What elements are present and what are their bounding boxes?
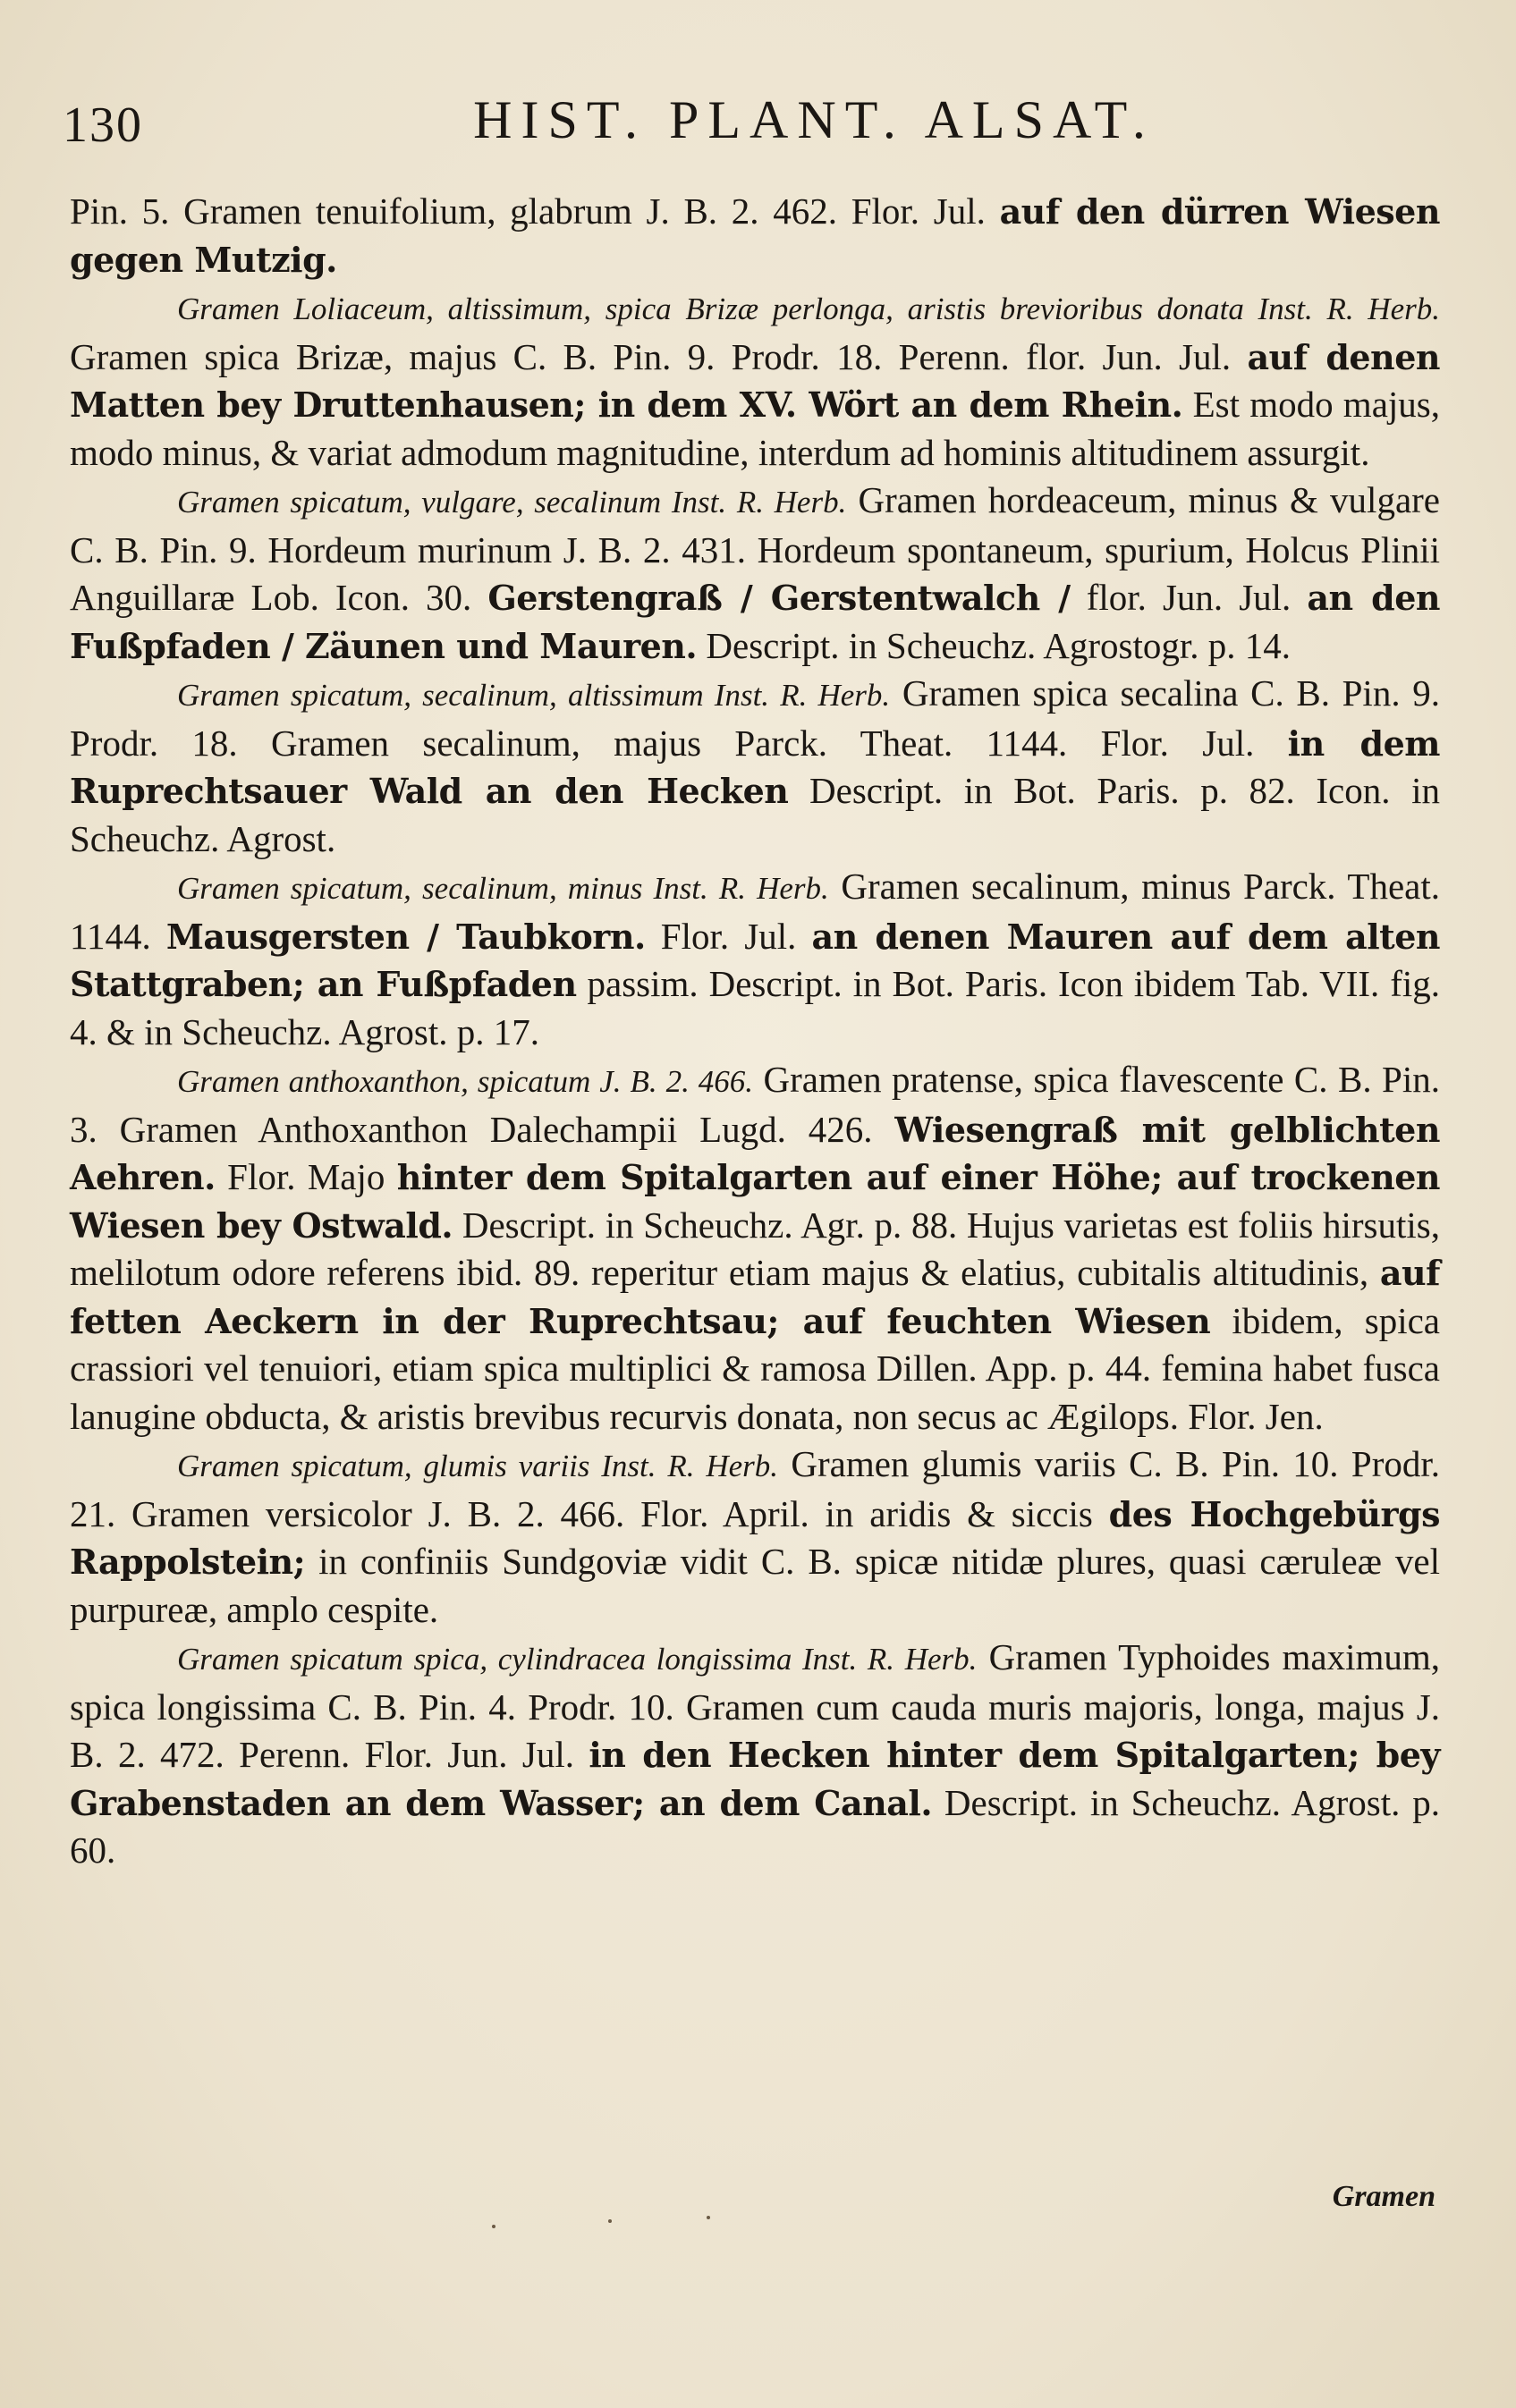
entry-5	[70, 1056, 1440, 1441]
entry-0	[70, 188, 1440, 283]
paper-specks	[483, 2207, 751, 2260]
latin-text: Est modo majus, modo minus, & variat admodum magnitudine, interdum ad hominis altitudinem assurgit.	[70, 384, 1440, 473]
entry-heading: Gramen spicatum, secalinum, minus Inst. R. Herb.	[177, 871, 829, 906]
latin-text: Gramen Typhoides maximum, spica longissima C. B. Pin. 4. Prodr. 10. Gramen cum cauda muris majoris, longa, majus J. B. 2. 472. Perenn. Flor. Jun. Jul.	[70, 1636, 1440, 1775]
german-locality-text: in dem Ruprechtsauer Wald an den Hecken	[70, 722, 1440, 811]
speck	[492, 2225, 495, 2228]
latin-text: passim. Descript. in Bot. Paris. Icon ibidem Tab. VII. fig. 4. & in Scheuchz. Agrost. p. 17.	[70, 963, 1440, 1052]
entry-6	[70, 1441, 1440, 1634]
german-locality-text: Wiesengraß mit gelblichten Aehren.	[70, 1109, 1440, 1197]
german-locality-text: Mausgersten / Taubkorn.	[165, 916, 646, 957]
entry-heading: Gramen spicatum spica, cylindracea longissima Inst. R. Herb.	[177, 1642, 978, 1677]
latin-text: Gramen spica Brizæ, majus C. B. Pin. 9. Prodr. 18. Perenn. flor. Jun. Jul.	[70, 335, 1248, 377]
entry-4	[70, 863, 1440, 1056]
page-header	[63, 89, 1458, 170]
german-locality-text: auf fetten Aeckern in der Ruprechtsau; auf feuchten Wiesen	[70, 1253, 1440, 1341]
latin-text: Pin. 5. Gramen tenuifolium, glabrum J. B. 2. 462. Flor. Jul.	[70, 190, 1000, 232]
latin-text: Descript. in Bot. Paris. p. 82. Icon. in Scheuchz. Agrost.	[70, 770, 1440, 859]
german-locality-text: an denen Mauren auf dem alten Stattgraben; an Fußpfaden	[70, 916, 1441, 1004]
catchword: Gramen	[1332, 2180, 1436, 2213]
entry-heading: Gramen anthoxanthon, spicatum J. B. 2. 466.	[177, 1064, 754, 1099]
german-locality-text: auf den dürren Wiesen gegen Mutzig.	[70, 191, 1440, 280]
german-locality-text: an den Fußpfaden / Zäunen und Mauren.	[70, 578, 1440, 666]
entry-heading: Gramen spicatum, secalinum, altissimum Inst. R. Herb.	[177, 678, 891, 713]
latin-text: Gramen secalinum, minus Parck. Theat. 1144.	[70, 866, 1441, 957]
entry-7	[70, 1634, 1440, 1875]
latin-text: Flor. Majo	[215, 1156, 397, 1197]
latin-text: Descript. in Scheuchz. Agrostogr. p. 14.	[697, 624, 1292, 666]
speck	[608, 2219, 612, 2223]
latin-text: Descript. in Scheuchz. Agr. p. 88. Hujus varietas est foliis hirsutis, melilotum odore referens ibid. 89. reperitur etiam majus & elatius, cubitalis altitudinis,	[70, 1204, 1440, 1293]
latin-text: Gramen spica secalina C. B. Pin. 9. Prodr. 18. Gramen secalinum, majus Parck. Theat. 1144. Flor. Jul.	[70, 672, 1440, 764]
latin-text: flor. Jun. Jul.	[1070, 577, 1308, 618]
german-locality-text: des Hochgebürgs Rappolstein;	[70, 1493, 1440, 1582]
german-locality-text: Gerstengraß / Gerstentwalch /	[487, 578, 1071, 618]
entry-heading: Gramen spicatum, vulgare, secalinum Inst. R. Herb.	[177, 485, 847, 520]
latin-text: Flor. Jul.	[645, 915, 812, 957]
entry-heading: Gramen spicatum, glumis variis Inst. R. Herb.	[177, 1449, 779, 1483]
body-text	[70, 188, 1440, 1875]
german-locality-text: in den Hecken hinter dem Spitalgarten; bey Grabenstaden an dem Wasser; an dem Canal.	[70, 1735, 1441, 1823]
entry-2	[70, 477, 1440, 670]
latin-text: Descript. in Scheuchz. Agrost. p. 60.	[70, 1781, 1440, 1871]
german-locality-text: hinter dem Spitalgarten auf einer Höhe; auf trockenen Wiesen bey Ostwald.	[70, 1157, 1440, 1246]
entry-heading: Gramen Loliaceum, altissimum, spica Brizæ perlonga, aristis brevioribus donata Inst. R. Herb.	[177, 291, 1440, 326]
page-number: 130	[63, 97, 143, 153]
german-locality-text: auf denen Matten bey Druttenhausen; in dem XV. Wört an dem Rhein.	[70, 336, 1440, 425]
latin-text: Gramen hordeaceum, minus & vulgare C. B. Pin. 9. Hordeum murinum J. B. 2. 431. Hordeum spontaneum, spurium, Holcus Plinii Anguillaræ Lob. Icon. 30.	[70, 479, 1440, 618]
latin-text: Gramen pratense, spica flavescente C. B. Pin. 3. Gramen Anthoxanthon Dalechampii Lugd. 426.	[70, 1059, 1441, 1150]
entry-1	[70, 283, 1440, 477]
running-head: HIST. PLANT. ALSAT.	[473, 90, 1155, 149]
latin-text: in confiniis Sundgoviæ vidit C. B. spicæ nitidæ plures, quasi cæruleæ vel purpureæ, amplo cespite.	[70, 1541, 1440, 1630]
latin-text: Gramen glumis variis C. B. Pin. 10. Prodr. 21. Gramen versicolor J. B. 2. 466. Flor. April. in aridis & siccis	[70, 1443, 1440, 1534]
entry-3	[70, 670, 1440, 863]
latin-text: ibidem, spica crassiori vel tenuiori, etiam spica multiplici & ramosa Dillen. App. p. 44. femina habet fusca lanugine obducta, & aristis brevibus recurvis donata, non secus ac Ægilops. Flor. Jen.	[70, 1299, 1440, 1437]
speck	[707, 2216, 710, 2219]
